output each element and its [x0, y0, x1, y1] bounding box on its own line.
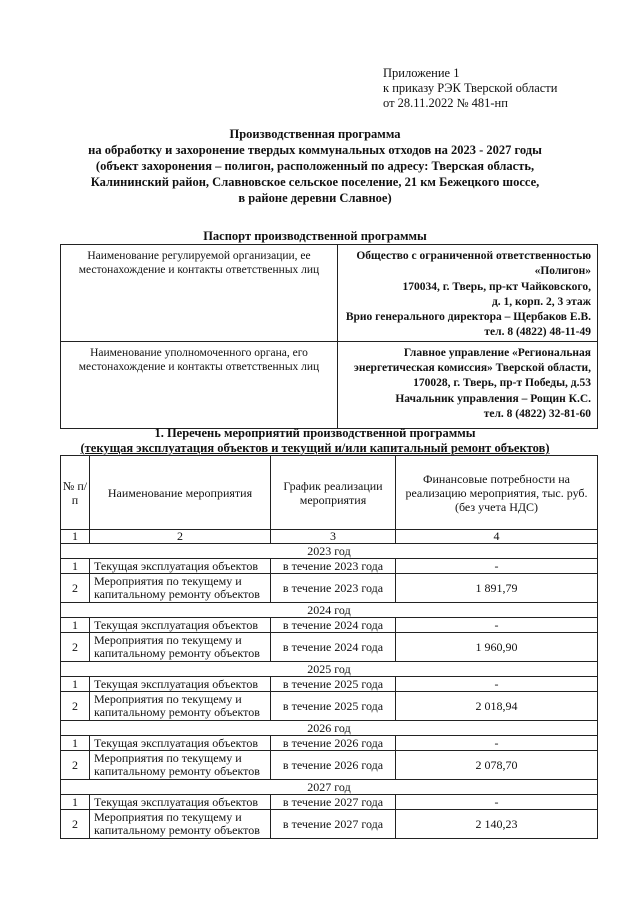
title-line: Производственная программа [229, 127, 401, 141]
events-table [60, 455, 598, 839]
table-row [61, 795, 598, 810]
title-line: в районе деревни Славное) [238, 191, 392, 205]
title-line: на обработку и захоронение твердых коммунальных отходов на 2023 - 2027 годы [88, 143, 542, 157]
cell-num: 1 [61, 677, 90, 692]
cell-schedule: в течение 2025 года [271, 677, 396, 692]
cell-finance: 2 078,70 [396, 751, 598, 780]
passport-label: Наименование регулируемой организации, ее местонахождение и контакты ответственных лиц [61, 245, 338, 342]
year-row [61, 603, 598, 618]
cell-finance: - [396, 559, 598, 574]
cell-num: 1 [61, 559, 90, 574]
year-row [61, 780, 598, 795]
table-header-row [61, 456, 598, 530]
passport-value [338, 341, 598, 428]
passport-value-line: тел. 8 (4822) 32-81-60 [483, 407, 591, 420]
passport-value-line: д. 1, корп. 2, 3 этаж [491, 295, 591, 308]
passport-row [61, 245, 598, 342]
cell-schedule: в течение 2023 года [271, 559, 396, 574]
cell-name: Текущая эксплуатация объектов [90, 618, 271, 633]
cell-finance: 1 891,79 [396, 574, 598, 603]
cell-schedule: в течение 2023 года [271, 574, 396, 603]
passport-value-line: Общество с ограниченной ответственностью [356, 250, 591, 262]
cell-num: 1 [61, 618, 90, 633]
passport-value-line: «Полигон» [534, 265, 591, 278]
header-schedule: График реализации мероприятия [271, 456, 396, 530]
cell-schedule: в течение 2026 года [271, 751, 396, 780]
column-number: 2 [90, 530, 271, 544]
year-label: 2025 год [61, 662, 598, 677]
passport-label: Наименование уполномоченного органа, его местонахождение и контакты ответственных лиц [61, 341, 338, 428]
title-line: Калининский район, Славновское сельское поселение, 21 км Бежецкого шоссе, [90, 175, 540, 189]
document-title [30, 126, 600, 206]
cell-num: 1 [61, 795, 90, 810]
cell-num: 2 [61, 692, 90, 721]
passport-value-line: Начальник управления – Рощин К.С. [395, 392, 591, 405]
cell-finance: - [396, 736, 598, 751]
cell-schedule: в течение 2024 года [271, 618, 396, 633]
passport-title: Паспорт производственной программы [203, 229, 427, 243]
passport-value-line: энергетическая комиссия» Тверской области, [353, 362, 591, 375]
year-label: 2026 год [61, 721, 598, 736]
cell-schedule: в течение 2025 года [271, 692, 396, 721]
cell-name: Текущая эксплуатация объектов [90, 559, 271, 574]
cell-name: Мероприятия по текущему и капитальному ремонту объектов [90, 810, 271, 839]
cell-name: Мероприятия по текущему и капитальному ремонту объектов [90, 751, 271, 780]
passport-value-line: 170028, г. Тверь, пр-т Победы, д.53 [413, 377, 591, 390]
passport-value [338, 245, 598, 342]
cell-finance: - [396, 618, 598, 633]
cell-name: Текущая эксплуатация объектов [90, 795, 271, 810]
year-row [61, 662, 598, 677]
cell-schedule: в течение 2027 года [271, 810, 396, 839]
table-row [61, 751, 598, 780]
cell-num: 2 [61, 574, 90, 603]
column-number: 4 [396, 530, 598, 544]
appendix-line: от 28.11.2022 № 481-нп [383, 96, 508, 110]
year-row [61, 544, 598, 559]
cell-num: 1 [61, 736, 90, 751]
passport-value-line: 170034, г. Тверь, пр-кт Чайковского, [402, 280, 591, 293]
section-title [30, 426, 600, 456]
header-num: № п/п [61, 456, 90, 530]
passport-value-line: Врио генерального директора – Щербаков Е.В. [345, 311, 591, 324]
table-row [61, 736, 598, 751]
cell-schedule: в течение 2027 года [271, 795, 396, 810]
header-finance: Финансовые потребности на реализацию мероприятия, тыс. руб. (без учета НДС) [396, 456, 598, 530]
cell-num: 2 [61, 810, 90, 839]
appendix-header [383, 66, 557, 111]
table-row [61, 677, 598, 692]
cell-name: Текущая эксплуатация объектов [90, 677, 271, 692]
cell-schedule: в течение 2024 года [271, 633, 396, 662]
passport-table [60, 244, 598, 429]
cell-name: Мероприятия по текущему и капитальному ремонту объектов [90, 633, 271, 662]
section-subheading: (текущая эксплуатация объектов и текущий и/или капитальный ремонт объектов) [80, 441, 550, 455]
year-label: 2023 год [61, 544, 598, 559]
year-label: 2027 год [61, 780, 598, 795]
table-row [61, 574, 598, 603]
year-row [61, 721, 598, 736]
cell-finance: 2 140,23 [396, 810, 598, 839]
table-row [61, 810, 598, 839]
column-number: 1 [61, 530, 90, 544]
table-row [61, 633, 598, 662]
year-label: 2024 год [61, 603, 598, 618]
table-row [61, 618, 598, 633]
cell-num: 2 [61, 633, 90, 662]
title-line: (объект захоронения – полигон, расположенный по адресу: Тверская область, [95, 159, 535, 173]
cell-name: Мероприятия по текущему и капитальному ремонту объектов [90, 692, 271, 721]
cell-finance: - [396, 677, 598, 692]
passport-row [61, 341, 598, 428]
section-heading: 1. Перечень мероприятий производственной программы [154, 426, 476, 440]
column-numbers-row [61, 530, 598, 544]
header-name: Наименование мероприятия [90, 456, 271, 530]
year-rows [61, 544, 598, 839]
passport-value-line: тел. 8 (4822) 48-11-49 [484, 326, 591, 339]
cell-name: Текущая эксплуатация объектов [90, 736, 271, 751]
cell-name: Мероприятия по текущему и капитальному ремонту объектов [90, 574, 271, 603]
appendix-line: Приложение 1 [383, 66, 460, 80]
cell-finance: - [396, 795, 598, 810]
appendix-line: к приказу РЭК Тверской области [383, 81, 558, 95]
table-row [61, 692, 598, 721]
cell-finance: 2 018,94 [396, 692, 598, 721]
table-row [61, 559, 598, 574]
cell-finance: 1 960,90 [396, 633, 598, 662]
column-number: 3 [271, 530, 396, 544]
passport-value-line: Главное управление «Региональная [403, 346, 591, 359]
cell-schedule: в течение 2026 года [271, 736, 396, 751]
cell-num: 2 [61, 751, 90, 780]
